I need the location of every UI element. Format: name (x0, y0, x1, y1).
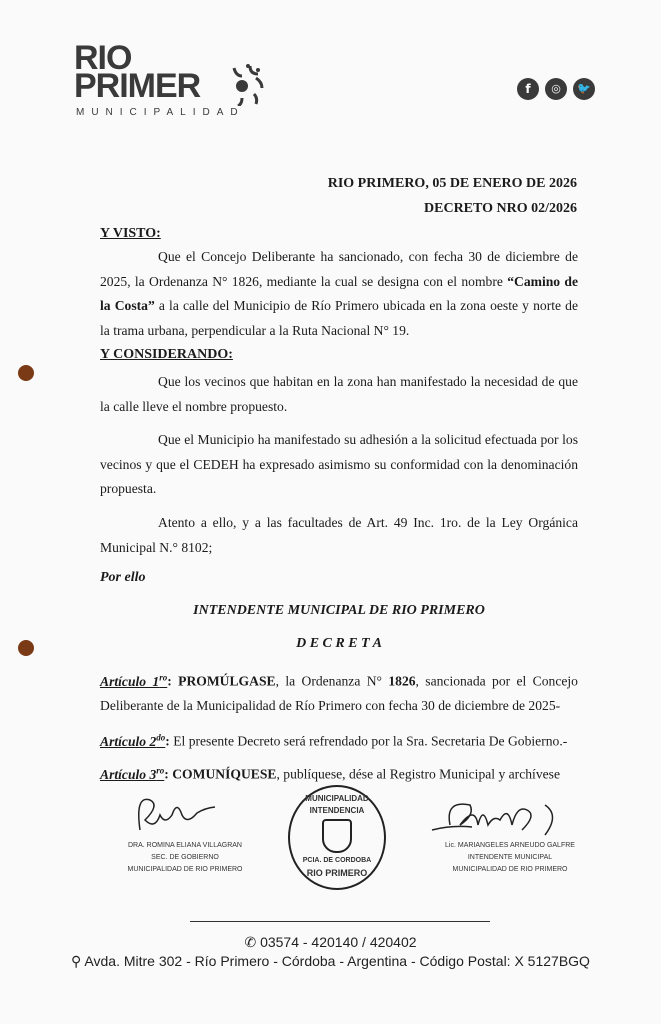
considerando-paragraph-1: Que los vecinos que habitan en la zona han manifestado la necesidad de que la calle lleve el nombre propuesto. (100, 374, 578, 414)
authority-heading: INTENDENTE MUNICIPAL DE RIO PRIMERO (193, 603, 485, 618)
article-3: Artículo $3^{ro}$: COMUNÍQUESE, publíquese, dése al Registro Municipal y archívese (100, 765, 560, 782)
visto-paragraph: Que el Concejo Deliberante ha sancionado, con fecha 30 de diciembre de 2025, la Ordenanza N° 1826, mediante la cual se designa con el nombre “Camino de la Costa” a la calle del Municipio de Río Primero ubicada en la zona oeste y norte de la trama urbana, perpendicular a la Ruta Nacional N° 19. (100, 249, 579, 338)
logo-subtitle: MUNICIPALIDAD (76, 107, 245, 118)
twitter-icon[interactable]: 🐦 (573, 78, 595, 100)
visto-heading: Y VISTO: (100, 226, 161, 241)
considerando-paragraph-3: Atento a ello, y a las facultades de Art. 49 Inc. 1ro. de la Ley Orgánica Municipal N.° 8102; (100, 515, 578, 555)
location-pin-icon: ⚲ (71, 953, 85, 969)
considerando-paragraph-2: Que el Municipio ha manifestado su adhesión a la solicitud efectuada por los vecinos y que el CEDEH ha expresado asimismo su conformidad con la denominación propuesta. (100, 432, 578, 497)
signature-right (430, 795, 580, 840)
facebook-icon[interactable]: f (517, 78, 539, 100)
footer-address: ⚲ Avda. Mitre 302 - Río Primero - Córdoba - Argentina - Código Postal: X 5127BGQ (71, 953, 590, 969)
article-2: Artículo $2^{do}$: El presente Decreto será refrendado por la Sra. Secretaria De Gobierno.- (100, 732, 568, 749)
signature-left (130, 790, 220, 840)
footer-phone: ✆ 03574 - 420140 / 420402 (244, 934, 417, 950)
instagram-icon[interactable]: ◎ (545, 78, 567, 100)
municipal-seal: MUNICIPALIDAD INTENDENCIA PCIA. DE CORDOBA RIO PRIMERO (288, 785, 386, 890)
por-ello: Por ello (100, 570, 146, 585)
decreta-heading: D E C R E T A (296, 636, 382, 651)
footer-divider (190, 921, 490, 922)
signature-right-block: Lic. MARIANGELES ARNEUDO GALFRE INTENDENTE MUNICIPAL MUNICIPALIDAD DE RIO PRIMERO (445, 842, 575, 873)
punch-hole (18, 365, 34, 381)
logo-sun-icon (228, 62, 268, 106)
logo-line1: RIO (74, 39, 132, 77)
coat-of-arms-icon (322, 819, 352, 853)
logo-line2: PRIMER (74, 67, 201, 105)
document-date: RIO PRIMERO, 05 DE ENERO DE 2026 (327, 176, 577, 191)
article-1: Artículo $1^{ro}$: PROMÚLGASE, la Ordenanza N° 1826, sancionada por el Concejo Deliberante de la Municipalidad de Río Primero con fecha 30 de diciembre de 2025- (100, 672, 578, 714)
logo (74, 39, 201, 105)
signature-left-block: DRA. ROMINA ELIANA VILLAGRAN SEC. DE GOBIERNO MUNICIPALIDAD DE RIO PRIMERO (127, 842, 243, 873)
phone-icon: ✆ (244, 934, 261, 950)
punch-hole (18, 640, 34, 656)
decree-number: DECRETO NRO 02/2026 (424, 201, 577, 216)
considerando-heading: Y CONSIDERANDO: (100, 347, 233, 362)
